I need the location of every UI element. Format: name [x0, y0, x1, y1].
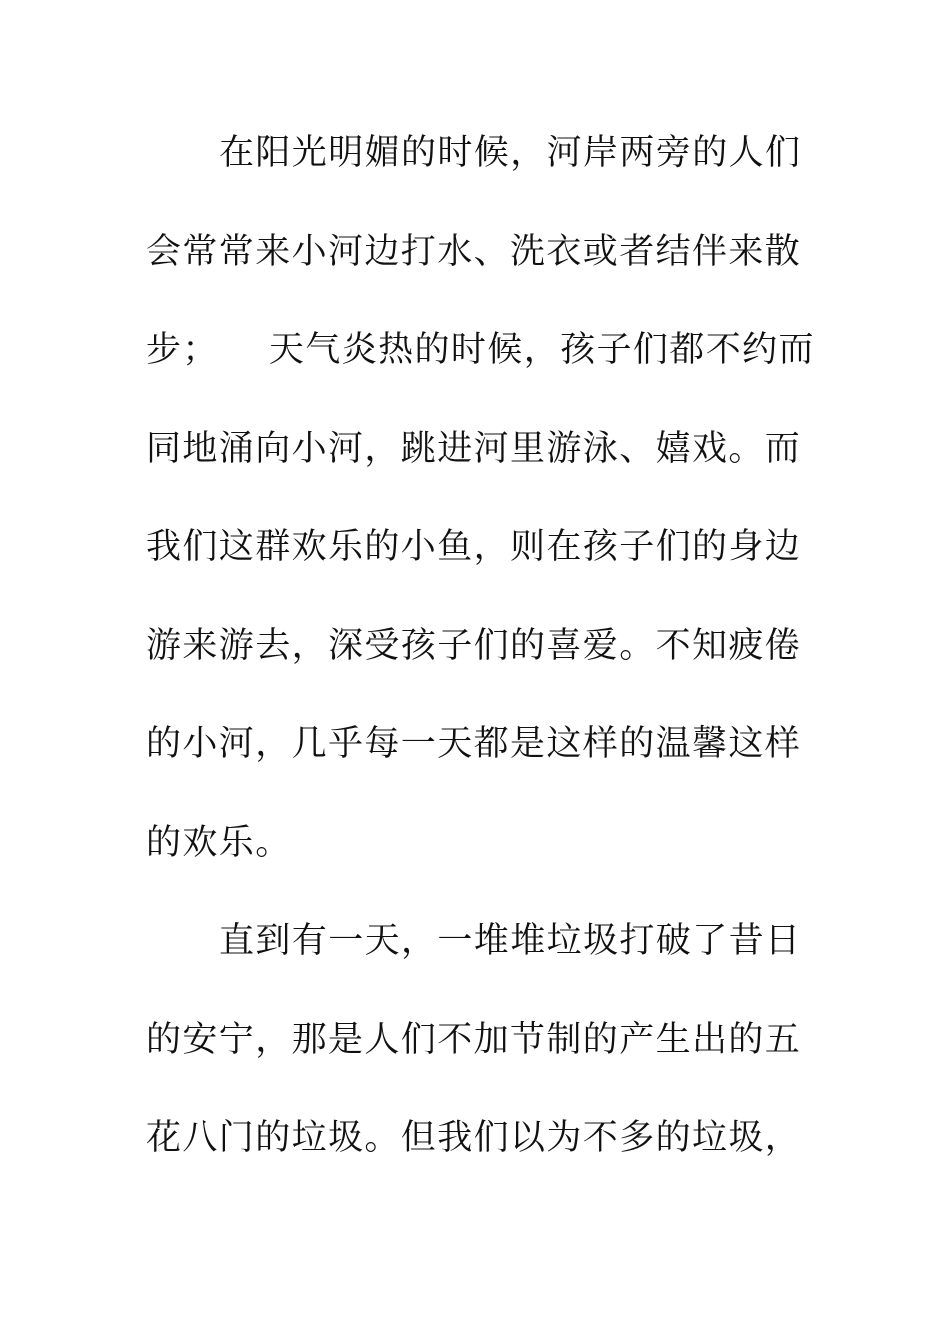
paragraph-2-line-1: 直到有一天，一堆堆垃圾打破了昔日	[219, 921, 802, 961]
body-text	[146, 124, 815, 1208]
paragraph-1-line-7: 的小河，几乎每一天都是这样的温馨这样	[146, 724, 802, 764]
paragraph-1-line-6: 游来游去，深受孩子们的喜爱。不知疲倦	[146, 625, 802, 666]
paragraph-1-line-1: 在阳光明媚的时候，河岸两旁的人们	[219, 133, 802, 173]
paragraph-2-line-2: 的安宁，那是人们不加节制的产生出的五	[146, 1019, 802, 1060]
paragraph-1-line-2: 会常常来小河边打水、洗衣或者结伴来散	[146, 231, 802, 272]
paragraph-2-line-3: 花八门的垃圾。但我们以为不多的垃圾，	[146, 1118, 802, 1158]
paragraph-1-line-3: 步； 天气炎热的时候，孩子们都不约而	[146, 330, 815, 370]
paragraph-1-line-5: 我们这群欢乐的小鱼，则在孩子们的身边	[146, 527, 802, 567]
paragraph-1-line-8: 的欢乐。	[146, 822, 292, 863]
paragraph-1-line-4: 同地涌向小河，跳进河里游泳、嬉戏。而	[146, 428, 802, 469]
